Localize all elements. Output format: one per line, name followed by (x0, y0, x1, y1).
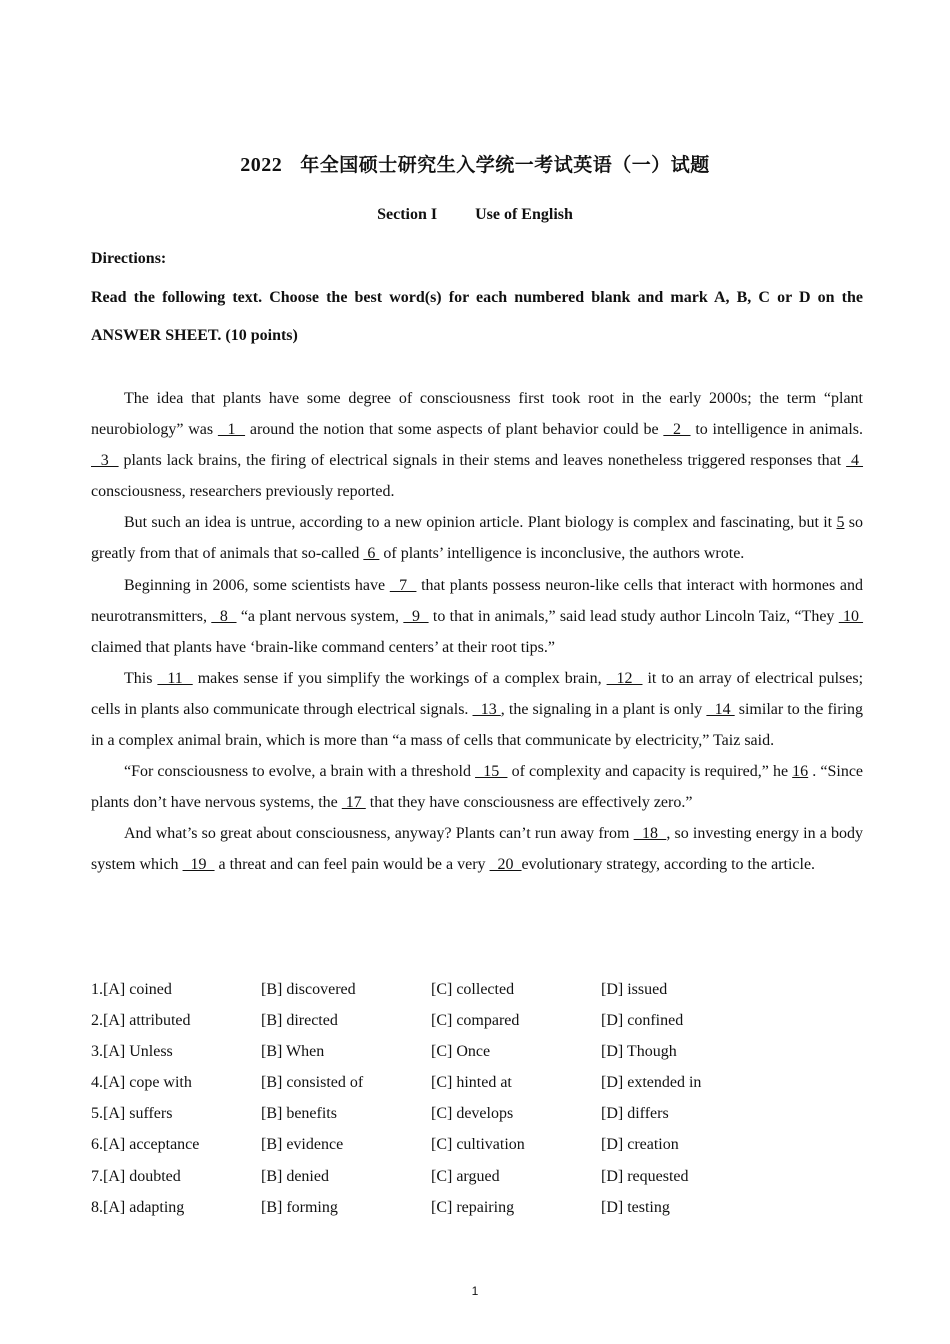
option-d: [D] issued (601, 981, 668, 998)
passage-text: of complexity and capacity is required,” he (507, 763, 793, 781)
directions-label: Directions: (91, 250, 167, 267)
passage-text: evolutionary strategy, according to the article. (521, 856, 816, 874)
passage-text: claimed that plants have ‘brain-like command centers’ at their root tips.” (91, 638, 555, 656)
option-d: [D] Though (601, 1043, 677, 1061)
option-c: [C] Once (431, 1043, 491, 1061)
blank-8: 8 (211, 607, 237, 625)
option-row-4 (91, 1069, 863, 1100)
passage-text: Beginning in 2006, some scientists have (124, 576, 390, 594)
option-row-2 (91, 1007, 863, 1038)
blank-7: 7 (389, 576, 417, 594)
option-d: [D] requested (601, 1167, 689, 1185)
blank-6: 6 (363, 545, 380, 563)
option-c: [C] cultivation (431, 1136, 525, 1154)
option-row-1 (91, 976, 863, 1007)
paragraph-2 (91, 507, 863, 569)
passage-text: similar to the firing in a complex animal brain, which is more than “a mass of cells that communicate by electricity,” Taiz said. (91, 700, 864, 750)
blank-20: 20 (489, 856, 522, 874)
option-a: 8.[A] adapting (91, 1198, 185, 1216)
passage-text: makes sense if you simplify the workings of a complex brain, (192, 669, 607, 687)
blank-2: 2 (663, 421, 691, 439)
option-b: [B] evidence (261, 1136, 344, 1154)
option-a: 1.[A] coined (91, 981, 172, 998)
section-heading (0, 206, 950, 224)
passage-text: a threat and can feel pain would be a very (214, 856, 490, 874)
option-d: [D] testing (601, 1198, 670, 1216)
blank-9: 9 (403, 607, 429, 625)
option-c: [C] repairing (431, 1198, 515, 1216)
blank-14: 14 (706, 700, 735, 718)
blank-12: 12 (606, 669, 643, 687)
passage-text: to that in animals,” said lead study author Lincoln Taiz, “They (428, 607, 839, 625)
blank-18: 18 (633, 825, 667, 843)
passage-text: around the notion that some aspects of plant behavior could be (245, 421, 664, 439)
passage-text: The idea that plants have some degree of consciousness first took root in the early 2000s; the term “plant neurobiology” was (91, 390, 863, 439)
blank-4: 4 (846, 452, 864, 470)
passage-text: that they have consciousness are effectively zero.” (365, 794, 693, 812)
blank-13: 13 (472, 700, 501, 718)
blank-17: 17 (341, 794, 366, 812)
passage-text: , the signaling in a plant is only (500, 700, 707, 718)
directions-text: Read the following text. Choose the best word(s) for each numbered blank and mark A, B, C or D on the ANSWER SHEET. (10 points) (91, 289, 863, 344)
page-number: 1 (471, 1284, 479, 1298)
paragraph-6 (91, 818, 863, 880)
option-b: [B] consisted of (261, 1074, 364, 1092)
passage-text: This (124, 669, 158, 687)
passage-text: , so investing energy in a body system which (91, 825, 864, 874)
passage-text: consciousness, researchers previously reported. (91, 483, 395, 501)
option-c: [C] collected (431, 981, 515, 998)
option-a: 4.[A] cope with (91, 1074, 192, 1092)
paragraph-4 (91, 663, 863, 756)
passage-text: But such an idea is untrue, according to a new opinion article. Plant biology is complex and fascinating, but it (124, 514, 837, 532)
option-row-3 (91, 1038, 863, 1069)
option-b: [B] directed (261, 1012, 338, 1030)
passage-text: it to an array of electrical pulses; cells in plants also communicate through electrical signals. (91, 669, 864, 718)
section-name: Use of English (475, 206, 573, 223)
exam-title (0, 150, 950, 177)
blank-3: 3 (91, 452, 119, 470)
blank-1: 1 (217, 421, 246, 439)
option-c: [C] hinted at (431, 1074, 512, 1092)
option-b: [B] benefits (261, 1105, 337, 1123)
option-row-7 (91, 1163, 863, 1194)
option-d: [D] differs (601, 1105, 669, 1123)
passage-text: plants lack brains, the firing of electrical signals in their stems and leaves nonetheless triggered responses that (118, 452, 847, 470)
passage-text: “For consciousness to evolve, a brain with a threshold (124, 763, 476, 781)
option-c: [C] argued (431, 1167, 500, 1185)
cloze-passage (91, 383, 863, 881)
option-d: [D] creation (601, 1136, 679, 1154)
exam-title-text: 年全国硕士研究生入学统一考试英语（一）试题 (300, 154, 710, 176)
passage-text: to intelligence in animals. (690, 421, 863, 439)
blank-11: 11 (157, 669, 193, 687)
option-b: [B] When (261, 1043, 325, 1061)
option-c: [C] compared (431, 1012, 520, 1030)
passage-text: . “Since plants don’t have nervous systems, the (91, 763, 864, 812)
blank-10: 10 (838, 607, 864, 625)
option-b: [B] denied (261, 1167, 329, 1185)
option-d: [D] extended in (601, 1074, 702, 1092)
paragraph-1 (91, 383, 863, 507)
passage-text: so greatly from that of animals that so-called (91, 514, 863, 563)
option-row-8 (91, 1194, 863, 1225)
answer-options (91, 976, 863, 1225)
paragraph-3 (91, 570, 863, 663)
option-a: 5.[A] suffers (91, 1105, 173, 1123)
blank-19: 19 (182, 856, 215, 874)
exam-year: 2022 (240, 154, 283, 176)
option-a: 7.[A] doubted (91, 1167, 181, 1185)
section-number: Section I (377, 206, 438, 223)
passage-text: “a plant nervous system, (236, 607, 404, 625)
option-a: 6.[A] acceptance (91, 1136, 200, 1154)
option-row-6 (91, 1131, 863, 1162)
option-a: 2.[A] attributed (91, 1012, 191, 1030)
blank-5: 5 (836, 514, 845, 532)
option-b: [B] forming (261, 1198, 338, 1216)
option-b: [B] discovered (261, 981, 356, 998)
passage-text: of plants’ intelligence is inconclusive, the authors wrote. (379, 545, 745, 563)
blank-16: 16 (792, 763, 809, 781)
option-c: [C] develops (431, 1105, 514, 1123)
passage-text: And what’s so great about consciousness, anyway? Plants can’t run away from (124, 825, 634, 843)
passage-text: that plants possess neuron-like cells that interact with hormones and neurotransmitters, (91, 576, 864, 625)
blank-15: 15 (475, 763, 508, 781)
option-a: 3.[A] Unless (91, 1043, 173, 1061)
option-d: [D] confined (601, 1012, 684, 1030)
paragraph-5 (91, 756, 863, 818)
option-row-5 (91, 1100, 863, 1131)
